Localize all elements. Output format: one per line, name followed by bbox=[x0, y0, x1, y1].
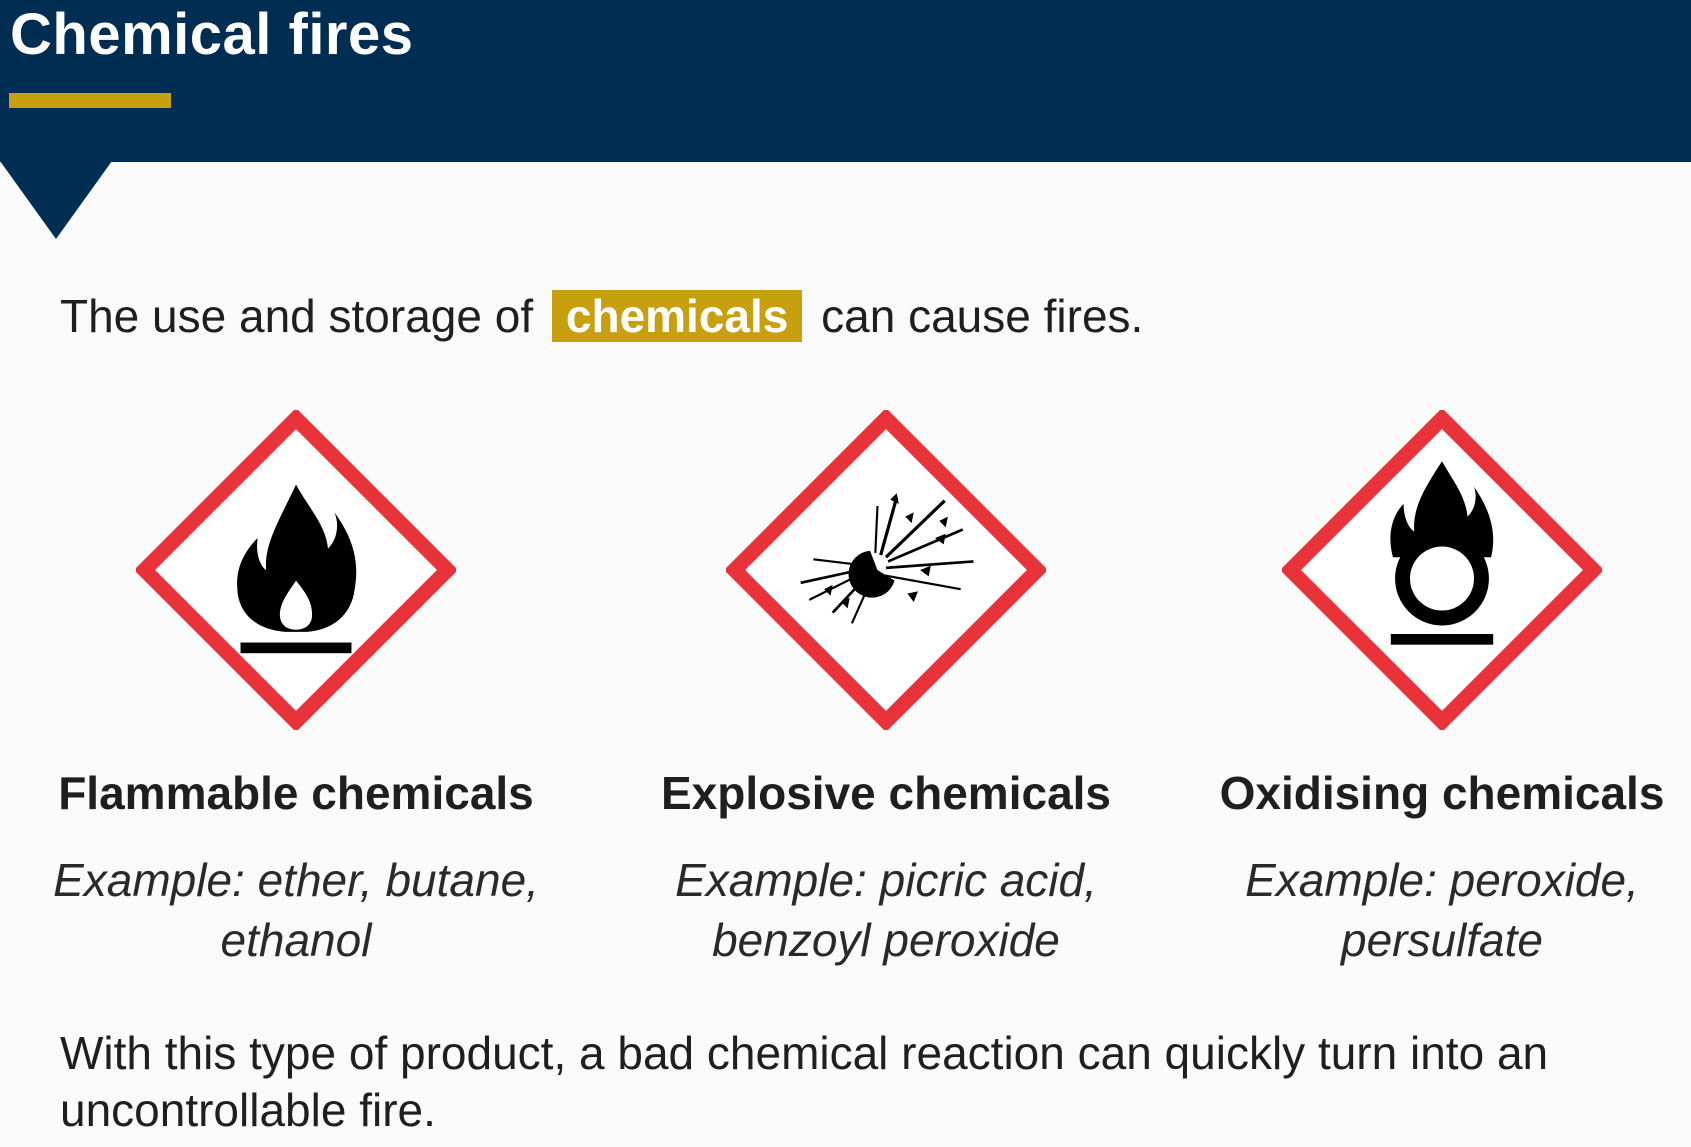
footer-text: With this type of product, a bad chemical reaction can quickly turn into an uncontrollable fire. bbox=[60, 1027, 1549, 1136]
example-line-2: ethanol bbox=[220, 914, 372, 966]
example-line-1: Example: ether, butane, bbox=[53, 854, 539, 906]
card-example bbox=[1182, 850, 1691, 970]
intro-after: can cause fires. bbox=[821, 290, 1144, 342]
card-example bbox=[36, 850, 556, 970]
oxidising-icon bbox=[1282, 410, 1602, 730]
flammable-icon bbox=[136, 410, 456, 730]
card-title: Flammable chemicals bbox=[58, 767, 534, 819]
explosive-icon bbox=[726, 410, 1046, 730]
hazard-card-flammable bbox=[36, 410, 556, 966]
title-underline bbox=[9, 93, 171, 108]
highlighted-term: chemicals bbox=[552, 290, 802, 342]
card-title: Explosive chemicals bbox=[660, 767, 1112, 819]
example-line-1: Example: picric acid, bbox=[675, 854, 1097, 906]
example-line-1: Example: peroxide, bbox=[1245, 854, 1639, 906]
card-title: Oxidising chemicals bbox=[1219, 767, 1665, 819]
hazard-card-explosive bbox=[626, 410, 1146, 966]
page-title: Chemical fires bbox=[10, 2, 414, 67]
intro-text bbox=[60, 288, 1143, 344]
example-line-2: persulfate bbox=[1340, 914, 1543, 966]
hazard-card-oxidising bbox=[1182, 410, 1691, 966]
intro-before: The use and storage of bbox=[60, 290, 534, 342]
header-banner bbox=[0, 0, 1691, 162]
card-example bbox=[626, 850, 1146, 970]
example-line-2: benzoyl peroxide bbox=[712, 914, 1060, 966]
header-pointer bbox=[0, 161, 112, 239]
